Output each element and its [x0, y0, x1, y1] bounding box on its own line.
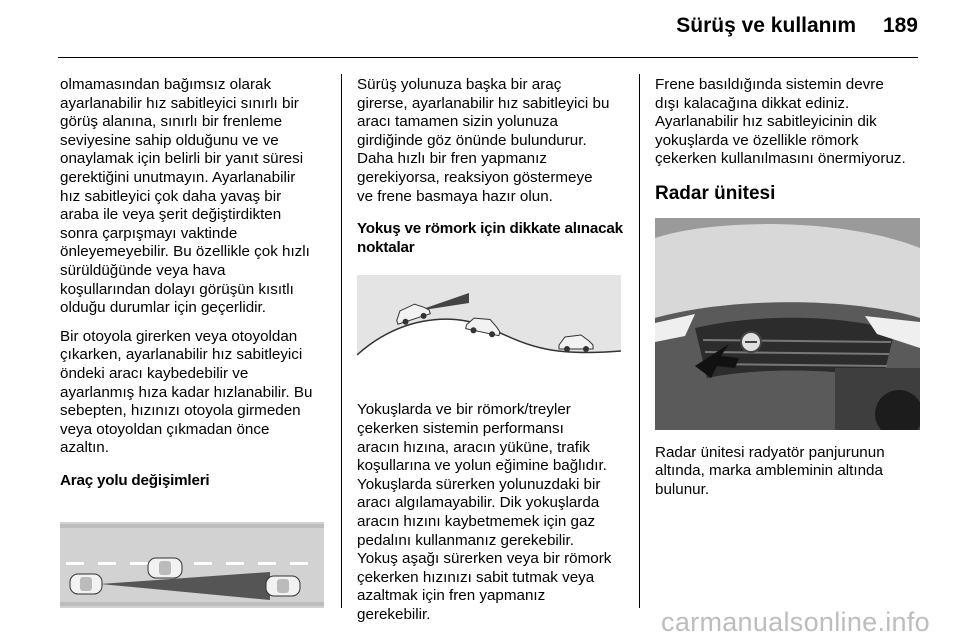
col3-paragraph-1: Frene basıldığında sistemin devre dışı kalacağına dikkat ediniz. Ayarlanabilir hız sabitleyicinin dik yokuşlarda ve özellikle römork çekerken kullanılmasını önermiyoruz.	[655, 76, 906, 168]
col1-paragraph-2: Bir otoyola girerken veya otoyoldan çıkarken, ayarlanabilir hız sabitleyici öndeki aracı kaybedebilir ve ayarlanmış hıza kadar hızlanabilir. Bu sebepten, hızınızı otoyola girmeden veya otoyoldan çıkmadan önce azaltın.	[60, 327, 313, 457]
header-rule	[58, 57, 918, 58]
car-icon	[148, 558, 182, 578]
col3-paragraph-2: Radar ünitesi radyatör panjurunun altında, marka ambleminin altında bulunur.	[655, 443, 885, 498]
column-divider-left	[341, 74, 342, 608]
slope-trailer-heading: Yokuş ve römork için dikkate alınacak noktalar	[357, 220, 623, 256]
car-icon	[70, 574, 102, 594]
col1-paragraph-1: olmamasından bağımsız olarak ayarlanabilir hız sabitleyici sınırlı bir görüş alanına, sınırlı bir frenleme seviyesine sahip olduğunu ve ve onaylamak için belirli bir yanıt süresi gerektiğini unutmayın. Ayarlanabilir hız sabitleyici çok daha yavaş bir araba ile veya şerit değiştirdikten sonra çarpışmayı vaktinde önleyemeyebilir. Bu özellikle çok hızlı sürüldüğünde veya hava koşullarından dolayı görüşün kısıtlı olduğu durumlar için geçerlidir.	[60, 76, 310, 317]
lane-change-heading: Araç yolu değişimleri	[60, 471, 210, 489]
watermark: carmanualsonline.info	[661, 607, 930, 637]
col2-paragraph-2: Yokuşlarda ve bir römork/treyler çekerken sistemin performansı aracın hızına, aracın yüküne, trafik koşullarına ve yolun eğimine bağlıdır. Yokuşlarda sürerken yolunuzdaki bir aracı algılamayabilir. Dik yokuşlarda aracın hızını kaybetmemek için gaz pedalını kullanmanız gerekebilir. Yokuş aşağı sürerken veya bir römork çekerken hızınızı sabit tutmak veya azaltmak için fren yapmanız gerekebilir.	[357, 401, 612, 623]
column-1	[60, 76, 328, 634]
page-header-title: Sürüş ve kullanım	[676, 14, 856, 37]
radar-unit-heading: Radar ünitesi	[655, 182, 776, 204]
column-2	[357, 76, 625, 634]
lane-change-illustration	[60, 510, 324, 620]
radar-unit-photo	[655, 218, 920, 430]
page-number: 189	[882, 14, 918, 37]
col2-paragraph-1: Sürüş yolunuza başka bir araç girerse, ayarlanabilir hız sabitleyici bu aracı tamamen sizin yolunuza girdiğinde göz önünde bulundurur. Daha hızlı bir fren yapmanız gerekiyorsa, reaksiyon göstermeye ve frene basmaya hazır olun.	[357, 76, 610, 205]
column-divider-right	[639, 74, 640, 608]
slope-illustration	[357, 275, 621, 387]
car-icon	[266, 576, 300, 596]
column-3	[655, 76, 923, 509]
